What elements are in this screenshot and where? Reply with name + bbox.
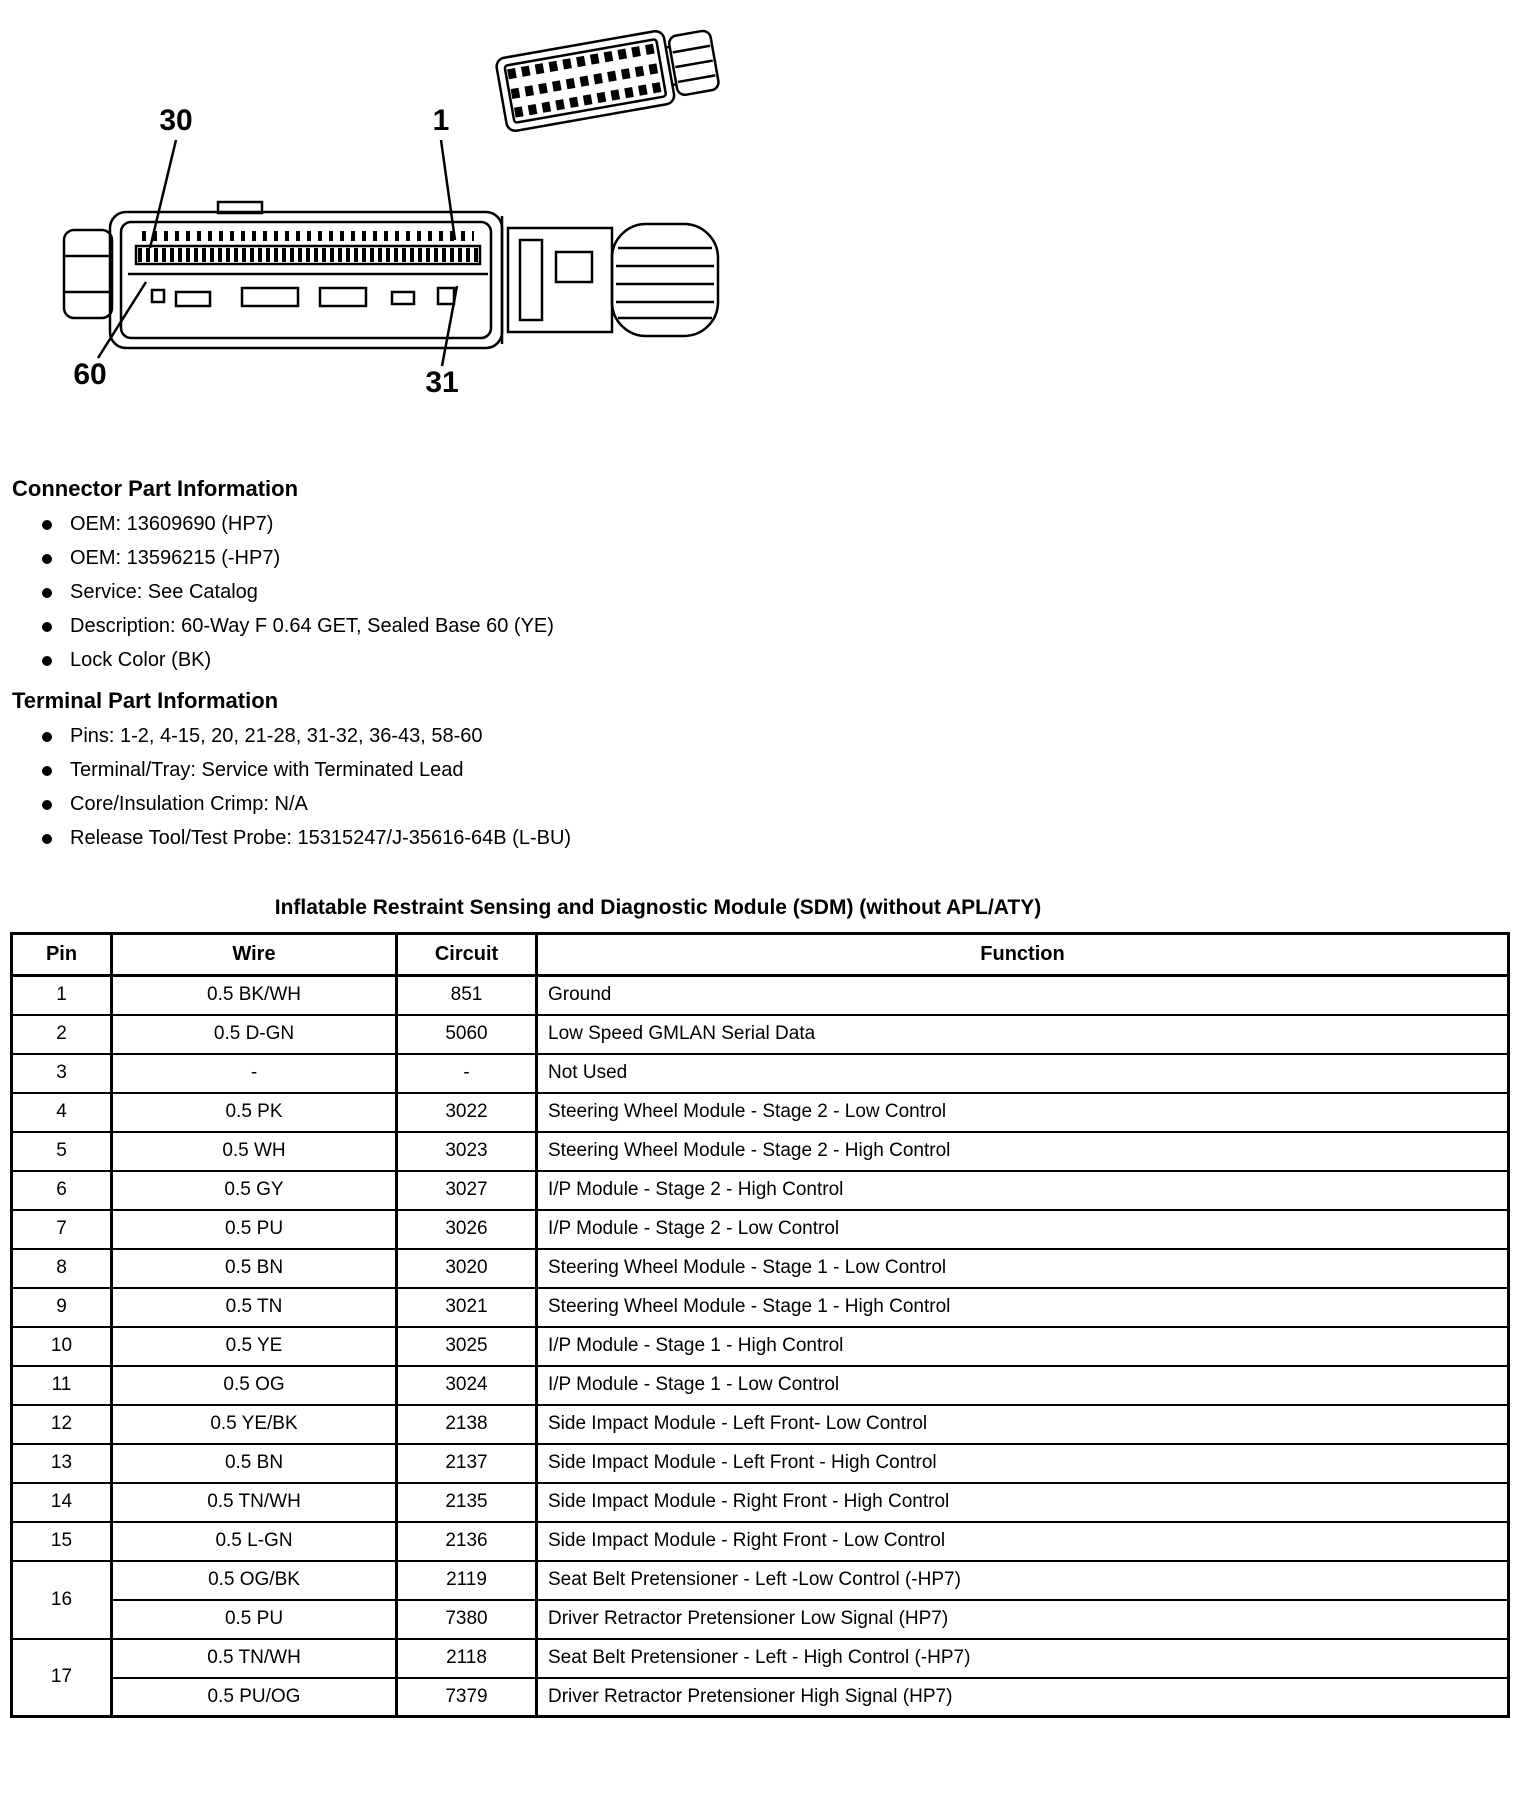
connector-diagram <box>0 0 1520 460</box>
wire-cell: 0.5 OG/BK <box>112 1561 397 1600</box>
table-row <box>12 1210 1509 1249</box>
wire-cell: 0.5 BN <box>112 1249 397 1288</box>
list-item <box>42 759 1520 782</box>
wire-cell: 0.5 YE/BK <box>112 1405 397 1444</box>
table-title: Inflatable Restraint Sensing and Diagnostic Module (SDM) (without APL/ATY) <box>274 896 1042 919</box>
wire-cell: 0.5 PU/OG <box>112 1678 397 1717</box>
wire-cell: - <box>112 1054 397 1093</box>
connector-side-view <box>64 202 718 348</box>
wire-cell: 0.5 WH <box>112 1132 397 1171</box>
list-item <box>42 725 1520 748</box>
bullet-icon <box>42 656 52 666</box>
pin-cell: 10 <box>12 1327 112 1366</box>
circuit-cell: 851 <box>397 976 537 1015</box>
table-row <box>12 1405 1509 1444</box>
bullet-icon <box>42 520 52 530</box>
table-row <box>12 1483 1509 1522</box>
table-row <box>12 1093 1509 1132</box>
function-cell: Low Speed GMLAN Serial Data <box>537 1015 1509 1054</box>
function-cell: Ground <box>537 976 1509 1015</box>
table-row <box>12 1639 1509 1678</box>
bullet-icon <box>42 800 52 810</box>
pin-cell: 15 <box>12 1522 112 1561</box>
table-row <box>12 1522 1509 1561</box>
table-row <box>12 1015 1509 1054</box>
function-cell: Side Impact Module - Left Front- Low Control <box>537 1405 1509 1444</box>
table-row <box>12 1132 1509 1171</box>
table-header-row <box>12 934 1509 976</box>
function-cell: Steering Wheel Module - Stage 1 - High Control <box>537 1288 1509 1327</box>
pinout-table-body <box>12 976 1509 1717</box>
function-cell: Side Impact Module - Left Front - High Control <box>537 1444 1509 1483</box>
function-cell: Seat Belt Pretensioner - Left -Low Control (-HP7) <box>537 1561 1509 1600</box>
list-item-text: Description: 60-Way F 0.64 GET, Sealed Base 60 (YE) <box>70 615 554 637</box>
terminal-part-info-list <box>0 725 1520 850</box>
table-row <box>12 1054 1509 1093</box>
list-item-text: OEM: 13596215 (-HP7) <box>70 547 281 569</box>
pin-cell: 3 <box>12 1054 112 1093</box>
pin-cell: 16 <box>12 1561 112 1639</box>
circuit-cell: 3024 <box>397 1366 537 1405</box>
list-item <box>42 547 1520 570</box>
pin-cell: 8 <box>12 1249 112 1288</box>
wire-cell: 0.5 OG <box>112 1366 397 1405</box>
pin-cell: 12 <box>12 1405 112 1444</box>
pinout-table <box>10 932 1510 1718</box>
header-function: Function <box>537 934 1509 976</box>
list-item <box>42 793 1520 816</box>
connector-perspective-view <box>495 22 721 132</box>
circuit-cell: 3023 <box>397 1132 537 1171</box>
callout-label-60: 60 <box>73 358 107 391</box>
pin-cell: 13 <box>12 1444 112 1483</box>
function-cell: Not Used <box>537 1054 1509 1093</box>
header-circuit: Circuit <box>397 934 537 976</box>
table-row <box>12 1327 1509 1366</box>
pin-cell: 6 <box>12 1171 112 1210</box>
function-cell: I/P Module - Stage 1 - Low Control <box>537 1366 1509 1405</box>
list-item <box>42 615 1520 638</box>
wire-cell: 0.5 YE <box>112 1327 397 1366</box>
pin-cell: 14 <box>12 1483 112 1522</box>
pin-cell: 7 <box>12 1210 112 1249</box>
list-item-text: Release Tool/Test Probe: 15315247/J-35616-64B (L-BU) <box>70 827 572 849</box>
pin-cell: 1 <box>12 976 112 1015</box>
function-cell: I/P Module - Stage 2 - Low Control <box>537 1210 1509 1249</box>
circuit-cell: 7379 <box>397 1678 537 1717</box>
table-row <box>12 1249 1509 1288</box>
pin-cell: 11 <box>12 1366 112 1405</box>
table-row <box>12 1171 1509 1210</box>
circuit-cell: 3020 <box>397 1249 537 1288</box>
table-row <box>12 1561 1509 1600</box>
wire-cell: 0.5 GY <box>112 1171 397 1210</box>
callout-label-1: 1 <box>432 104 450 137</box>
pin-cell: 2 <box>12 1015 112 1054</box>
list-item-text: Pins: 1-2, 4-15, 20, 21-28, 31-32, 36-43, 58-60 <box>70 725 483 747</box>
function-cell: Side Impact Module - Right Front - Low Control <box>537 1522 1509 1561</box>
list-item-text: Terminal/Tray: Service with Terminated Lead <box>70 759 464 781</box>
wire-cell: 0.5 BK/WH <box>112 976 397 1015</box>
table-row <box>12 1288 1509 1327</box>
circuit-cell: 2138 <box>397 1405 537 1444</box>
circuit-cell: 7380 <box>397 1600 537 1639</box>
bullet-icon <box>42 622 52 632</box>
bullet-icon <box>42 588 52 598</box>
list-item-text: Lock Color (BK) <box>70 649 212 671</box>
pin-cell: 5 <box>12 1132 112 1171</box>
bullet-icon <box>42 766 52 776</box>
connector-part-info-section <box>0 476 1520 672</box>
bullet-icon <box>42 834 52 844</box>
list-item <box>42 649 1520 672</box>
circuit-cell: 2136 <box>397 1522 537 1561</box>
function-cell: Steering Wheel Module - Stage 2 - High Control <box>537 1132 1509 1171</box>
connector-part-info-list <box>0 513 1520 672</box>
pin-cell: 17 <box>12 1639 112 1717</box>
wire-cell: 0.5 D-GN <box>112 1015 397 1054</box>
callout-label-30: 30 <box>159 104 193 137</box>
function-cell: I/P Module - Stage 2 - High Control <box>537 1171 1509 1210</box>
function-cell: I/P Module - Stage 1 - High Control <box>537 1327 1509 1366</box>
table-row <box>12 1600 1509 1639</box>
list-item-text: Core/Insulation Crimp: N/A <box>70 793 308 815</box>
circuit-cell: 3025 <box>397 1327 537 1366</box>
wire-cell: 0.5 TN/WH <box>112 1483 397 1522</box>
circuit-cell: 5060 <box>397 1015 537 1054</box>
pin-cell: 4 <box>12 1093 112 1132</box>
wire-cell: 0.5 BN <box>112 1444 397 1483</box>
circuit-cell: 2118 <box>397 1639 537 1678</box>
wire-cell: 0.5 L-GN <box>112 1522 397 1561</box>
list-item <box>42 513 1520 536</box>
table-row <box>12 1366 1509 1405</box>
pin-cell: 9 <box>12 1288 112 1327</box>
circuit-cell: 3022 <box>397 1093 537 1132</box>
wire-cell: 0.5 PK <box>112 1093 397 1132</box>
bullet-icon <box>42 554 52 564</box>
wire-cell: 0.5 TN/WH <box>112 1639 397 1678</box>
header-wire: Wire <box>112 934 397 976</box>
connector-part-info-heading: Connector Part Information <box>12 476 299 501</box>
function-cell: Seat Belt Pretensioner - Left - High Control (-HP7) <box>537 1639 1509 1678</box>
circuit-cell: 2119 <box>397 1561 537 1600</box>
circuit-cell: 3021 <box>397 1288 537 1327</box>
function-cell: Steering Wheel Module - Stage 2 - Low Control <box>537 1093 1509 1132</box>
list-item <box>42 581 1520 604</box>
callout-label-31: 31 <box>425 366 459 399</box>
wire-cell: 0.5 TN <box>112 1288 397 1327</box>
bullet-icon <box>42 732 52 742</box>
function-cell: Driver Retractor Pretensioner High Signal (HP7) <box>537 1678 1509 1717</box>
list-item-text: OEM: 13609690 (HP7) <box>70 513 274 535</box>
terminal-part-info-heading: Terminal Part Information <box>12 688 279 713</box>
terminal-part-info-section <box>0 688 1520 850</box>
table-row <box>12 1444 1509 1483</box>
table-row <box>12 1678 1509 1717</box>
circuit-cell: 3027 <box>397 1171 537 1210</box>
circuit-cell: 2135 <box>397 1483 537 1522</box>
function-cell: Driver Retractor Pretensioner Low Signal (HP7) <box>537 1600 1509 1639</box>
table-row <box>12 976 1509 1015</box>
function-cell: Side Impact Module - Right Front - High Control <box>537 1483 1509 1522</box>
list-item-text: Service: See Catalog <box>70 581 258 603</box>
wire-cell: 0.5 PU <box>112 1210 397 1249</box>
circuit-cell: 2137 <box>397 1444 537 1483</box>
wire-cell: 0.5 PU <box>112 1600 397 1639</box>
function-cell: Steering Wheel Module - Stage 1 - Low Control <box>537 1249 1509 1288</box>
header-pin: Pin <box>12 934 112 976</box>
circuit-cell: 3026 <box>397 1210 537 1249</box>
circuit-cell: - <box>397 1054 537 1093</box>
list-item <box>42 827 1520 850</box>
